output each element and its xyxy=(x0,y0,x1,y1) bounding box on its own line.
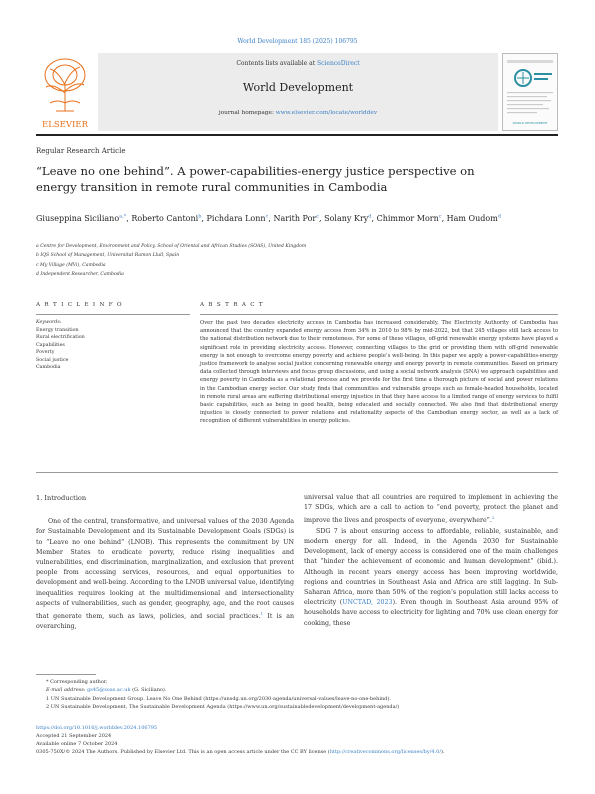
footnote-divider xyxy=(36,674,96,675)
email-link[interactable]: gs45@soas.ac.uk xyxy=(87,687,131,694)
abstract-heading: A B S T R A C T xyxy=(200,302,264,308)
body-paragraph: One of the central, transformative, and universal values of the 2030 Agenda for Sustainable Development and its Sustainable Development Goals (SDGs) is to “Leave no one behind” (LNOB). This represents the commitment by UN Member States to eradicate poverty, reduce rising inequalities and vulnerabilities, end discrimination, marginalization, and exclusion that prevent people from accessing services, resources, and equal opportunities to development and well-being. According to the LNOB universal value, identifying inequalities requires looking at the multidimensional and intersectionality aspects of vulnerabilities, such as gender, geography, age, and the root causes that generate them, such as laws, policies, and social practices.$^1$ It is an overarching, xyxy=(36,518,295,631)
affiliation: b IQS School of Management, Universitat Ramon Llull, Spain xyxy=(36,253,180,259)
affiliation: c My Village (MVi), Cambodia xyxy=(36,262,106,268)
journal-header xyxy=(36,53,558,131)
footnote-marker[interactable]: 1 xyxy=(260,611,264,617)
license-line: 0305-750X/© 2024 The Authors. Published by Elsevier Ltd. This is an open access article under the CC BY license (http://creativecommons.org/licenses/by/4.0/). xyxy=(36,749,445,755)
affiliation: a Centre for Development, Environment and Policy, School of Oriental and African Studies (SOAS), United Kingdom xyxy=(36,244,307,249)
footnotes xyxy=(36,678,556,711)
keyword: Cambodia xyxy=(36,365,61,370)
abstract-bottom-divider xyxy=(36,472,558,473)
body-paragraph: SDG 7 is about ensuring access to affordable, reliable, sustainable, and modern energy for all. Indeed, in the Agenda 2030 for Sustainable Development, lack of energy access is considered one of the main challenges that “hinder the achievement of economic and human development” (ibid.). Although in recent years energy access has been improving worldwide, regions and countries in Southeast Asia and Africa are still lagging. In Sub-Saharan Africa, more than 50% of the region’s population still lacks access to electricity (UNCTAD, 2023). Even though in Southeast Asia around 95% of households have access to electricity for lighting and 70% use clean energy for cooking, these xyxy=(304,527,558,627)
elsevier-logo xyxy=(36,53,94,131)
body-column-right xyxy=(304,493,558,629)
author[interactable]: Chimmor Morn$^c$, xyxy=(376,213,447,223)
keyword: Social justice xyxy=(36,357,69,363)
affiliation-list xyxy=(36,242,556,279)
author[interactable]: Giuseppina Siciliano$^{a,*}$, xyxy=(36,213,132,223)
journal-homepage-link[interactable]: www.elsevier.com/locate/worlddev xyxy=(275,110,378,116)
keywords-block xyxy=(36,319,186,372)
abstract-divider xyxy=(200,314,558,315)
keyword: Capabilities xyxy=(36,342,65,348)
license-link[interactable]: http://creativecommons.org/licenses/by/4.0/ xyxy=(329,749,442,755)
author[interactable]: Narith Por$^c$, xyxy=(273,213,325,223)
author[interactable]: Roberto Cantoni$^b$, xyxy=(131,213,207,223)
journal-cover-thumbnail[interactable] xyxy=(502,53,558,131)
article-title: “Leave no one behind”. A power-capabilities-energy justice perspective on energy transition in remote rural communities in Cambodia xyxy=(36,164,475,194)
online-date: Available online 7 October 2024 xyxy=(36,741,118,747)
keywords-label: Keywords: xyxy=(36,320,62,325)
journal-title: World Development xyxy=(242,81,354,94)
homepage-line: journal homepage: www.elsevier.com/locate/worlddev xyxy=(218,110,378,116)
accepted-date: Accepted 21 September 2024 xyxy=(36,733,112,739)
section-heading: 1. Introduction xyxy=(36,494,87,502)
publication-info xyxy=(36,724,558,756)
footnote-marker[interactable]: 2 xyxy=(491,515,495,521)
citation-link[interactable]: UNCTAD, 2023 xyxy=(342,599,393,607)
article-info-divider xyxy=(36,314,190,315)
elsevier-wordmark: ELSEVIER xyxy=(42,120,88,130)
email-line: E-mail address: gs45@soas.ac.uk (G. Siciliano). xyxy=(46,687,167,694)
keyword: Energy transition xyxy=(36,327,79,333)
header-divider xyxy=(36,134,558,136)
author[interactable]: Pichdara Lonn$^c$, xyxy=(206,213,274,223)
sciencedirect-link[interactable]: ScienceDirect xyxy=(317,60,360,67)
keyword: Rural electrification xyxy=(36,335,85,340)
article-info-heading: A R T I C L E I N F O xyxy=(36,302,123,308)
doi-link[interactable]: https://doi.org/10.1016/j.worlddev.2024.106795 xyxy=(36,725,158,731)
article-type: Regular Research Article xyxy=(36,147,126,155)
contents-line: Contents lists available at ScienceDirect xyxy=(236,60,360,67)
author[interactable]: Ham Oudom$^d$ xyxy=(446,213,501,223)
journal-masthead xyxy=(98,53,498,131)
journal-reference[interactable]: World Development 185 (2025) 106795 xyxy=(237,38,358,45)
keyword: Poverty xyxy=(36,350,55,355)
footnote: 1 UN Sustainable Development Group. Leave No One Behind (https://unsdg.un.org/2030-agenda/universal-values/leave-no-one-behind). xyxy=(46,695,391,702)
body-paragraph: universal value that all countries are required to implement in achieving the 17 SDGs, which are a call to action to “end poverty, protect the planet and improve the lives and prospects of everyone, everywhere”.$^2$ xyxy=(304,494,558,525)
cover-title: WORLD DEVELOPMENT xyxy=(512,121,548,125)
author-list xyxy=(36,209,556,226)
affiliation: d Independent Researcher, Cambodia xyxy=(36,271,124,277)
body-column-left xyxy=(36,493,294,633)
footnote: 2 UN Sustainable Development, The Sustainable Development Agenda (https://www.un.org/sustainabledevelopment/development-agenda/) xyxy=(46,703,400,710)
abstract-text: Over the past two decades electricity access in Cambodia has increased considerably. The Electricity Authority of Cambodia has announced that the country expanded energy access from 34% in 2010 to 98% by mid-2022, but that 245 villages still lack access to the national distribution network due to their remoteness. For some of these villages, off-grid renewable energy systems have played a significant role in providing electricity access. However, connecting villages to the grid or providing them with off-grid renewable energy is not enough to overcome energy poverty and achieve people’s well-being. In this paper we apply a power-capabilities-energy justice framework to analyse social justice concerning renewable energy and energy poverty in remote communities. Based on primary data collected through interviews and focus group discussions, and using a social network analysis (SNA) we approach capabilities and energy poverty in Cambodia as a relational process and we provide for the first time a thorough picture of social and power relations in the Cambodian energy sector. Our study finds that communities and vulnerable groups such as female-headed households, located in remote rural areas are suffering distributional energy injustice in that they have access to a limited range of energy services to fulfil basic capabilities, such as being in good health, being educated and socially connected. We also find that distributional energy injustice is closely connected to power relations and relationality aspects of the Cambodian energy sector, as well as a lack of recognition of different vulnerabilities in energy policies. xyxy=(200,320,558,425)
author[interactable]: Solany Kry$^d$, xyxy=(324,213,377,223)
corresponding-author-note: * Corresponding author. xyxy=(46,679,108,685)
